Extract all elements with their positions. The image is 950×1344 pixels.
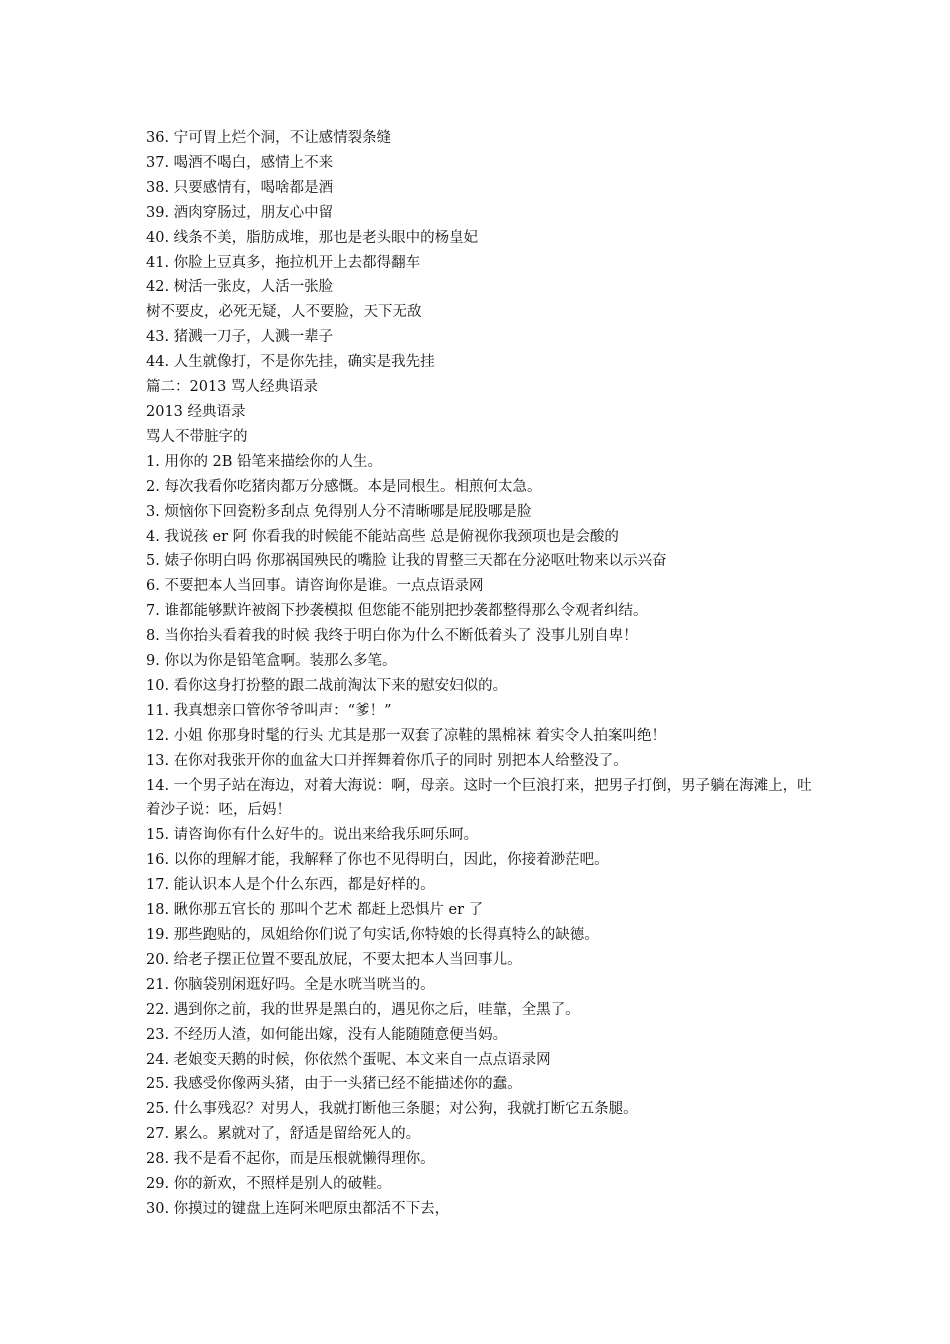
text-line: 38. 只要感情有，喝啥都是酒 [146, 179, 334, 196]
text-line: 25. 什么事残忍？对男人，我就打断他三条腿；对公狗，我就打断它五条腿。 [146, 1101, 638, 1118]
text-line: 22. 遇到你之前，我的世界是黑白的，遇见你之后，哇靠，全黑了。 [146, 1001, 580, 1018]
text-line: 3. 烦恼你下回瓷粉多刮点 免得别人分不清晰哪是屁股哪是脸 [146, 503, 532, 520]
text-line: 6. 不要把本人当回事。请咨询你是谁。一点点语录网 [146, 578, 484, 595]
text-line: 5. 婊子你明白吗 你那祸国殃民的嘴脸 让我的胃整三天都在分泌呕吐物来以示兴奋 [146, 553, 667, 570]
text-line: 16. 以你的理解才能，我解释了你也不见得明白，因此，你接着渺茫吧。 [146, 852, 609, 869]
text-line: 42. 树活一张皮，人活一张脸 [146, 279, 334, 296]
text-line: 44. 人生就像打，不是你先挂，确实是我先挂 [146, 354, 435, 371]
text-line: 23. 不经历人渣，如何能出嫁，没有人能随随意便当妈。 [146, 1026, 508, 1043]
text-line: 40. 线条不美，脂肪成堆，那也是老头眼中的杨皇妃 [146, 229, 479, 246]
text-line: 28. 我不是看不起你，而是压根就懒得理你。 [146, 1151, 435, 1168]
text-line: 9. 你以为你是铅笔盒啊。装那么多笔。 [146, 653, 397, 670]
text-line: 4. 我说孩 er 阿 你看我的时候能不能站高些 总是俯视你我颈项也是会酸的 [146, 528, 619, 545]
text-line: 29. 你的新欢，不照样是别人的破鞋。 [146, 1176, 392, 1193]
text-line: 30. 你摸过的键盘上连阿米吧原虫都活不下去， [146, 1200, 450, 1217]
section-subheading: 2013 经典语录 [146, 403, 246, 420]
text-line: 43. 猪溅一刀子，人溅一辈子 [146, 329, 334, 346]
text-line: 27. 累么。累就对了，舒适是留给死人的。 [146, 1126, 421, 1143]
text-line: 19. 那些跑贴的，凤姐给你们说了句实话,你特娘的长得真特么的缺德。 [146, 927, 599, 943]
text-line: 39. 酒肉穿肠过，朋友心中留 [146, 204, 334, 221]
text-line: 7. 谁都能够默许被阁下抄袭模拟 但您能不能别把抄袭都整得那么令观者纠结。 [146, 603, 648, 620]
text-line: 20. 给老子摆正位置不要乱放屁，不要太把本人当回事儿。 [146, 951, 522, 968]
text-line: 2. 每次我看你吃猪肉都万分感慨。本是同根生。相煎何太急。 [146, 478, 542, 495]
text-line: 24. 老娘变天鹅的时候，你依然个蛋呢、本文来自一点点语录网 [146, 1051, 551, 1068]
text-line: 15. 请咨询你有什么好牛的。说出来给我乐呵乐呵。 [146, 827, 479, 844]
text-line: 树不要皮，必死无疑，人不要脸，天下无敌 [146, 304, 422, 321]
text-line: 8. 当你抬头看着我的时候 我终于明白你为什么不断低着头了 没事儿别自卑！ [146, 628, 638, 645]
section-heading: 篇二：2013 骂人经典语录 [146, 379, 319, 396]
text-line: 18. 瞅你那五官长的 那叫个艺术 都赶上恐惧片 er 了 [146, 902, 484, 919]
text-line: 37. 喝酒不喝白，感情上不来 [146, 154, 334, 171]
text-line: 1. 用你的 2B 铅笔来描绘你的人生。 [146, 453, 383, 470]
text-line: 11. 我真想亲口管你爷爷叫声：“爹！” [146, 702, 392, 719]
text-line: 10. 看你这身打扮整的跟二战前淘汰下来的慰安妇似的。 [146, 677, 508, 694]
text-line: 12. 小姐 你那身时髦的行头 尤其是那一双套了凉鞋的黑棉袜 着实令人拍案叫绝！ [146, 727, 666, 744]
document-body [146, 126, 826, 1222]
text-paragraph: 14. 一个男子站在海边，对着大海说：啊，母亲。这时一个巨浪打来，把男子打倒，男子躺在海滩上，吐着沙子说：呸，后妈！ [146, 777, 812, 819]
text-line: 13. 在你对我张开你的血盆大口并挥舞着你爪子的同时 别把本人给整没了。 [146, 752, 628, 769]
text-line: 41. 你脸上豆真多，拖拉机开上去都得翻车 [146, 254, 421, 271]
text-line: 17. 能认识本人是个什么东西，都是好样的。 [146, 877, 435, 894]
section-subheading: 骂人不带脏字的 [146, 428, 248, 445]
text-line: 21. 你脑袋别闲逛好吗。全是水咣当咣当的。 [146, 976, 435, 993]
text-line: 25. 我感受你像两头猪，由于一头猪已经不能描述你的蠢。 [146, 1076, 522, 1093]
text-line: 36. 宁可胃上烂个洞，不让感情裂条缝 [146, 130, 392, 146]
